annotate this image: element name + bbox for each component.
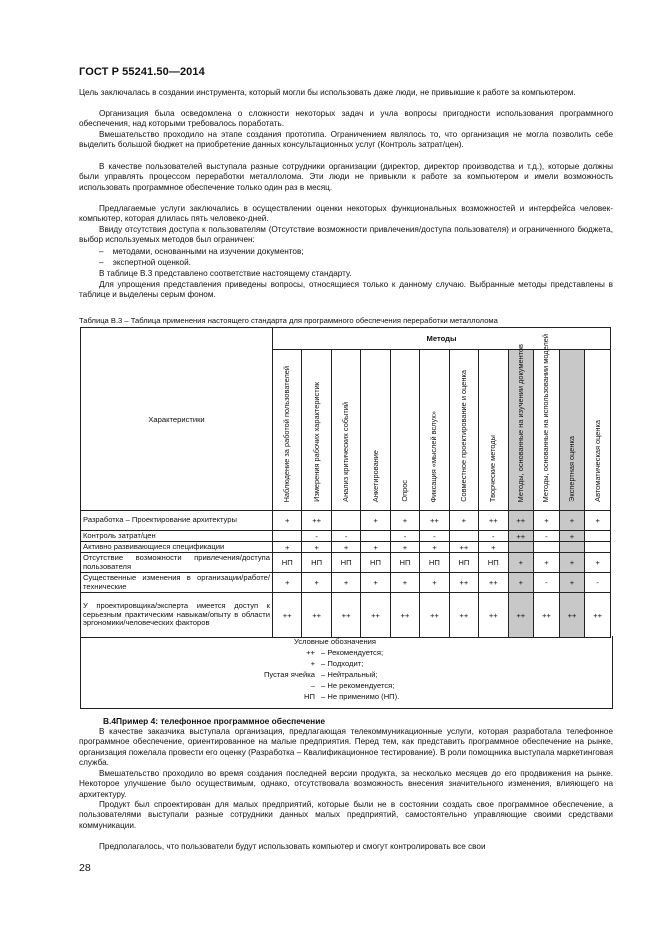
table-cell: НП xyxy=(420,553,449,573)
table-row xyxy=(81,593,611,638)
method-header-label: Анализ критических событий xyxy=(340,402,350,502)
section-paragraph-3: Продукт был спроектирован для малых предприятий, которые были не в состоянии создать свое программное обеспечение, а пользователями выступали разные сотрудники данных малых предприятий, самостоятельно управляющие своими средствами коммуникации. xyxy=(79,800,613,830)
table-cell: + xyxy=(390,542,419,553)
table-cell: НП xyxy=(449,553,478,573)
table-cell: + xyxy=(559,531,585,542)
table-cell: + xyxy=(508,573,534,593)
table-cell: ++ xyxy=(559,593,585,638)
table-cell: ++ xyxy=(273,593,302,638)
table-cell: + xyxy=(273,542,302,553)
table-reference-paragraph: В таблице В.3 представлено соответствие настоящему стандарту. xyxy=(99,269,352,278)
method-header-label: Опрос xyxy=(399,480,409,502)
table-cell xyxy=(273,531,302,542)
method-header xyxy=(585,350,611,511)
row-label: Активно развивающиеся спецификации xyxy=(81,542,273,553)
method-header xyxy=(302,350,331,511)
legend-symbol: НП xyxy=(304,692,315,701)
row-label: Отсутствие возможности привлечения/доступа пользователя xyxy=(81,553,273,573)
legend-meaning: – Рекомендуется; xyxy=(321,648,384,657)
row-label: У проектировщика/эксперта имеется доступ к серьезным практическим навыкам/опыту в области эргономики/человеческих факторов xyxy=(81,593,273,638)
method-header xyxy=(331,350,360,511)
table-cell: + xyxy=(585,511,611,531)
method-header xyxy=(390,350,419,511)
table-cell: НП xyxy=(302,553,331,573)
table-cell: НП xyxy=(273,553,302,573)
table-cell: + xyxy=(559,573,585,593)
table-cell: ++ xyxy=(449,542,478,553)
list-item: – экспертной оценкой. xyxy=(99,258,191,267)
table-cell: ++ xyxy=(479,511,508,531)
section-title: В.4Пример 4: телефонное программное обеспечение xyxy=(103,716,326,726)
table-cell: ++ xyxy=(508,531,534,542)
table-cell: + xyxy=(361,511,390,531)
table-cell: ++ xyxy=(302,593,331,638)
legend-symbol: – xyxy=(310,681,315,690)
table-cell: + xyxy=(273,573,302,593)
intro-paragraph-4: В качестве пользователей выступала разные сотрудники организации (директор, директор производства и т.д.), которые должны были управлять процессом переработки металлолома. Эти люди не привыкли к работе за компьютером и имели возможность использовать программное обеспечение только один раз в месяц. xyxy=(79,162,613,192)
method-header-label: Экспертная оценка xyxy=(566,436,576,502)
table-cell: ++ xyxy=(508,593,534,638)
table-cell xyxy=(559,542,585,553)
method-header-label: Совместное проектирование и оценка xyxy=(458,370,468,502)
legend-symbol: + xyxy=(310,659,315,668)
method-header-label: Методы, основанные на изучении документов xyxy=(515,343,525,502)
section-paragraph-4: Предполагалось, что пользователи будут использовать компьютер и смогут контролировать все свои xyxy=(99,842,486,851)
table-cell: ++ xyxy=(479,593,508,638)
table-cell: + xyxy=(390,573,419,593)
legend-meaning: – Не применимо (НП). xyxy=(321,692,400,701)
row-label: Разработка – Проектирование архитектуры xyxy=(81,511,273,531)
page-number: 28 xyxy=(79,862,91,874)
table-cell: + xyxy=(331,573,360,593)
table-cell: НП xyxy=(390,553,419,573)
table-cell: + xyxy=(534,553,560,573)
table-row xyxy=(81,542,611,553)
table-row xyxy=(81,553,611,573)
legend-meaning: – Нейтральный; xyxy=(321,670,378,679)
legend-title: Условные обозначения xyxy=(294,637,377,646)
table-cell: ++ xyxy=(331,593,360,638)
table-cell xyxy=(361,531,390,542)
table-cell: - xyxy=(534,531,560,542)
document-header: ГОСТ Р 55241.50—2014 xyxy=(79,66,205,78)
row-label: Существенные изменения в организации/работе/технические xyxy=(81,573,273,593)
table-cell: - xyxy=(534,573,560,593)
table-row xyxy=(81,573,611,593)
intro-paragraph-6: Ввиду отсутствия доступа к пользователям (Отсутствие возможности привлечения/доступа пользователя) и ограниченного бюджета, выбор используемых методов был ограничен: xyxy=(79,225,613,245)
table-cell xyxy=(534,542,560,553)
table-cell: ++ xyxy=(585,593,611,638)
table-cell: + xyxy=(585,553,611,573)
table-cell: + xyxy=(508,553,534,573)
table-cell: + xyxy=(449,511,478,531)
method-header-label: Творческие методы xyxy=(488,434,498,502)
table-cell: + xyxy=(302,573,331,593)
section-paragraph-1: В качестве заказчика выступала организация, предлагающая телекоммуникационные услуги, которая разработала телефонное программное обеспечение, ориентированное на малые предприятия. Перед тем, как представить программное обеспечение на рынке, организация пожелала провести его оценку (Разработка – Квалификационное тестирование). В роли помощника выступала маркетинговая служба. xyxy=(79,727,613,768)
table-cell: ++ xyxy=(449,573,478,593)
section-paragraph-2: Вмешательство проходило во время создания последней версии продукта, за несколько месяцев до его продвижения на рынке. Некоторое улучшение было осуществимым, однако, отсутствовала возможность внесения значительного изменения, влияющего на архитектуру. xyxy=(79,769,613,799)
table-cell xyxy=(331,511,360,531)
table-cell: - xyxy=(331,531,360,542)
watermark xyxy=(26,366,55,398)
method-header xyxy=(361,350,390,511)
table-cell xyxy=(585,542,611,553)
table-cell: + xyxy=(331,542,360,553)
intro-paragraph-3: Вмешательство проходило на этапе создания прототипа. Ограничением являлось то, что организация не могла позволить себе выделить большой бюджет на приобретение данных консультационных услуг (Контроль затрат/цен). xyxy=(79,130,613,150)
corner-header: Характеристики xyxy=(81,328,273,511)
table-cell: + xyxy=(559,511,585,531)
method-header-label: Методы, основанные на использовании моделей xyxy=(541,333,551,502)
table-cell: ++ xyxy=(534,593,560,638)
legend-meaning: – Подходит; xyxy=(321,659,364,668)
table-row xyxy=(81,511,611,531)
table-cell: + xyxy=(420,542,449,553)
method-header xyxy=(449,350,478,511)
table-cell: НП xyxy=(331,553,360,573)
table-cell: НП xyxy=(479,553,508,573)
table-cell: ++ xyxy=(390,593,419,638)
table-cell: + xyxy=(361,542,390,553)
method-header xyxy=(508,343,534,511)
table-cell: + xyxy=(559,553,585,573)
legend xyxy=(80,636,613,709)
methods-group-header: Методы xyxy=(273,328,611,350)
table-cell: - xyxy=(420,531,449,542)
table-cell: - xyxy=(302,531,331,542)
table-cell: ++ xyxy=(508,511,534,531)
table-cell: - xyxy=(479,531,508,542)
method-header-label: Фиксация «мыслей вслух» xyxy=(429,410,439,502)
method-header-label: Наблюдение за работой пользователей xyxy=(282,365,292,502)
table-cell: + xyxy=(390,511,419,531)
intro-paragraph-5: Предлагаемые услуги заключались в осуществлении оценки некоторых функциональных возможностей и интерфейса человек-компьютер, которая длилась пять человеко-дней. xyxy=(79,204,613,224)
table-cell: ++ xyxy=(449,593,478,638)
table-cell: + xyxy=(273,511,302,531)
intro-paragraph-2: Организация была осведомлена о сложности некоторых задач и учла вопросы пригодности использования программного обеспечения, над которыми требовалось поработать. xyxy=(79,109,613,129)
table-cell xyxy=(449,531,478,542)
method-header-label: Измерения рабочих характеристик xyxy=(311,382,321,502)
selection-note-paragraph: Для упрощения представления приведены вопросы, относящиеся только к данному случаю. Выбранные методы представлены в таблице и выделены серым фоном. xyxy=(79,280,613,300)
table-cell xyxy=(508,542,534,553)
table-row xyxy=(81,531,611,542)
legend-symbol: Пустая ячейка xyxy=(263,670,315,679)
methods-table xyxy=(80,327,611,638)
table-cell: ++ xyxy=(302,511,331,531)
table-cell: + xyxy=(479,542,508,553)
table-cell: + xyxy=(361,573,390,593)
table-cell: - xyxy=(390,531,419,542)
table-cell: + xyxy=(302,542,331,553)
method-header xyxy=(534,333,560,511)
legend-symbol: ++ xyxy=(306,648,315,657)
table-cell: НП xyxy=(361,553,390,573)
table-cell: ++ xyxy=(361,593,390,638)
row-label: Контроль затрат/цен xyxy=(81,531,273,542)
intro-paragraph-1: Цель заключалась в создании инструмента, который могли бы использовать даже люди, не привыкшие к работе за компьютером. xyxy=(79,88,576,97)
table-cell: + xyxy=(420,573,449,593)
table-cell: + xyxy=(534,511,560,531)
table-caption: Таблица В.3 – Таблица применения настоящего стандарта для программного обеспечения переработки металлолома xyxy=(79,316,498,325)
table-cell: ++ xyxy=(420,511,449,531)
table-cell: - xyxy=(585,573,611,593)
method-header xyxy=(559,350,585,511)
method-header xyxy=(420,350,449,511)
table-cell xyxy=(585,531,611,542)
method-header xyxy=(273,350,302,511)
legend-meaning: – Не рекомендуется; xyxy=(321,681,395,690)
table-cell: ++ xyxy=(479,573,508,593)
list-item: – методами, основанными на изучении документов; xyxy=(99,247,304,256)
method-header-label: Анкетирование xyxy=(370,449,380,502)
method-header xyxy=(479,350,508,511)
table-cell: ++ xyxy=(420,593,449,638)
method-header-label: Автоматическая оценка xyxy=(592,420,602,502)
